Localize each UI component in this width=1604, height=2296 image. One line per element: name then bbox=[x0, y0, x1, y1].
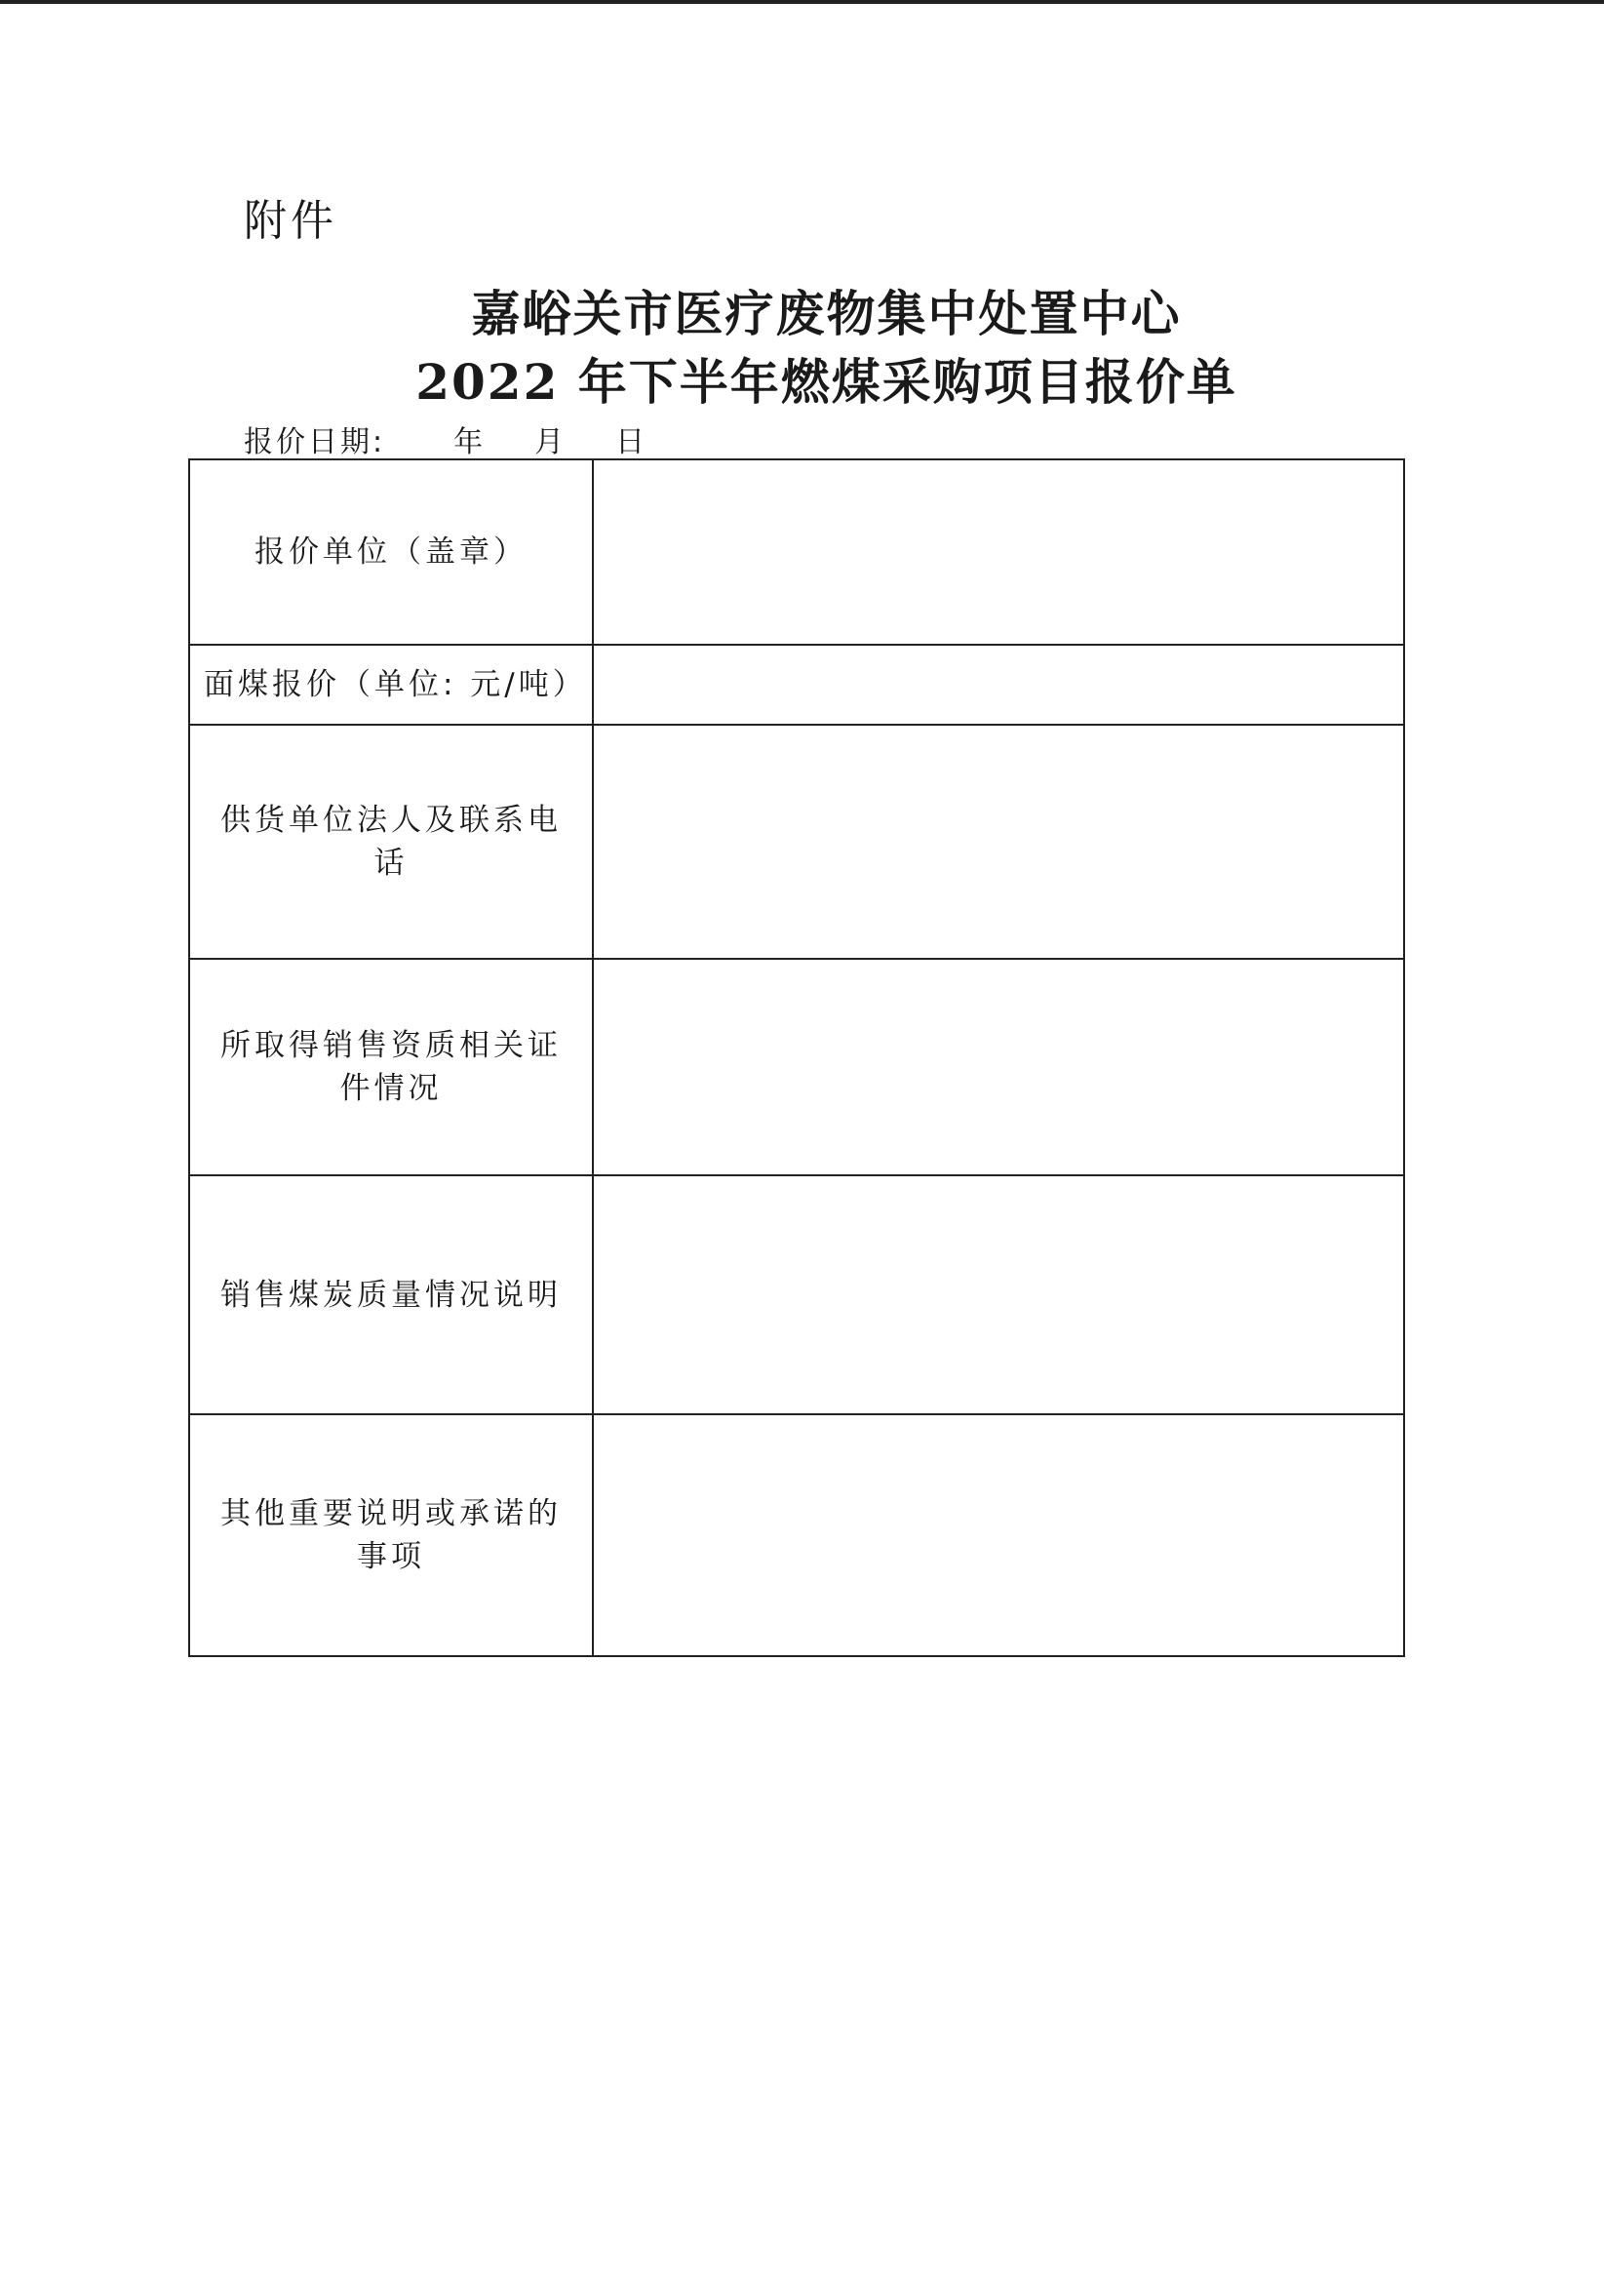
table-row bbox=[189, 725, 1404, 959]
document-title-line-1: 嘉峪关市医疗废物集中处置中心 bbox=[471, 285, 1182, 342]
quotation-table bbox=[188, 458, 1405, 1657]
quote-date-label: 报价日期: bbox=[244, 425, 386, 459]
table-row bbox=[189, 1175, 1404, 1414]
quote-date-row bbox=[244, 417, 696, 460]
quote-date-day: 日 bbox=[615, 425, 648, 459]
field-value-sales-license[interactable] bbox=[593, 959, 1404, 1175]
document-title-line-2: 2022 年下半年燃煤采购项目报价单 bbox=[415, 353, 1237, 411]
quote-date-year: 年 bbox=[453, 425, 487, 459]
field-label-other-notes: 其他重要说明或承诺的事项 bbox=[189, 1414, 593, 1656]
table-row bbox=[189, 959, 1404, 1175]
field-label-coal-quality: 销售煤炭质量情况说明 bbox=[189, 1175, 593, 1414]
field-value-coal-price[interactable] bbox=[593, 645, 1404, 725]
field-label-coal-price: 面煤报价（单位: 元/吨） bbox=[189, 645, 593, 725]
field-value-legal-contact[interactable] bbox=[593, 725, 1404, 959]
quote-date-month: 月 bbox=[534, 425, 567, 459]
attachment-label: 附件 bbox=[244, 196, 337, 246]
field-value-quoting-unit[interactable] bbox=[593, 459, 1404, 645]
field-label-legal-contact: 供货单位法人及联系电话 bbox=[189, 725, 593, 959]
scan-edge bbox=[0, 0, 1604, 4]
table-row bbox=[189, 645, 1404, 725]
field-label-sales-license: 所取得销售资质相关证件情况 bbox=[189, 959, 593, 1175]
field-value-other-notes[interactable] bbox=[593, 1414, 1404, 1656]
field-value-coal-quality[interactable] bbox=[593, 1175, 1404, 1414]
table-row bbox=[189, 1414, 1404, 1656]
table-row bbox=[189, 459, 1404, 645]
field-label-quoting-unit: 报价单位（盖章） bbox=[189, 459, 593, 645]
